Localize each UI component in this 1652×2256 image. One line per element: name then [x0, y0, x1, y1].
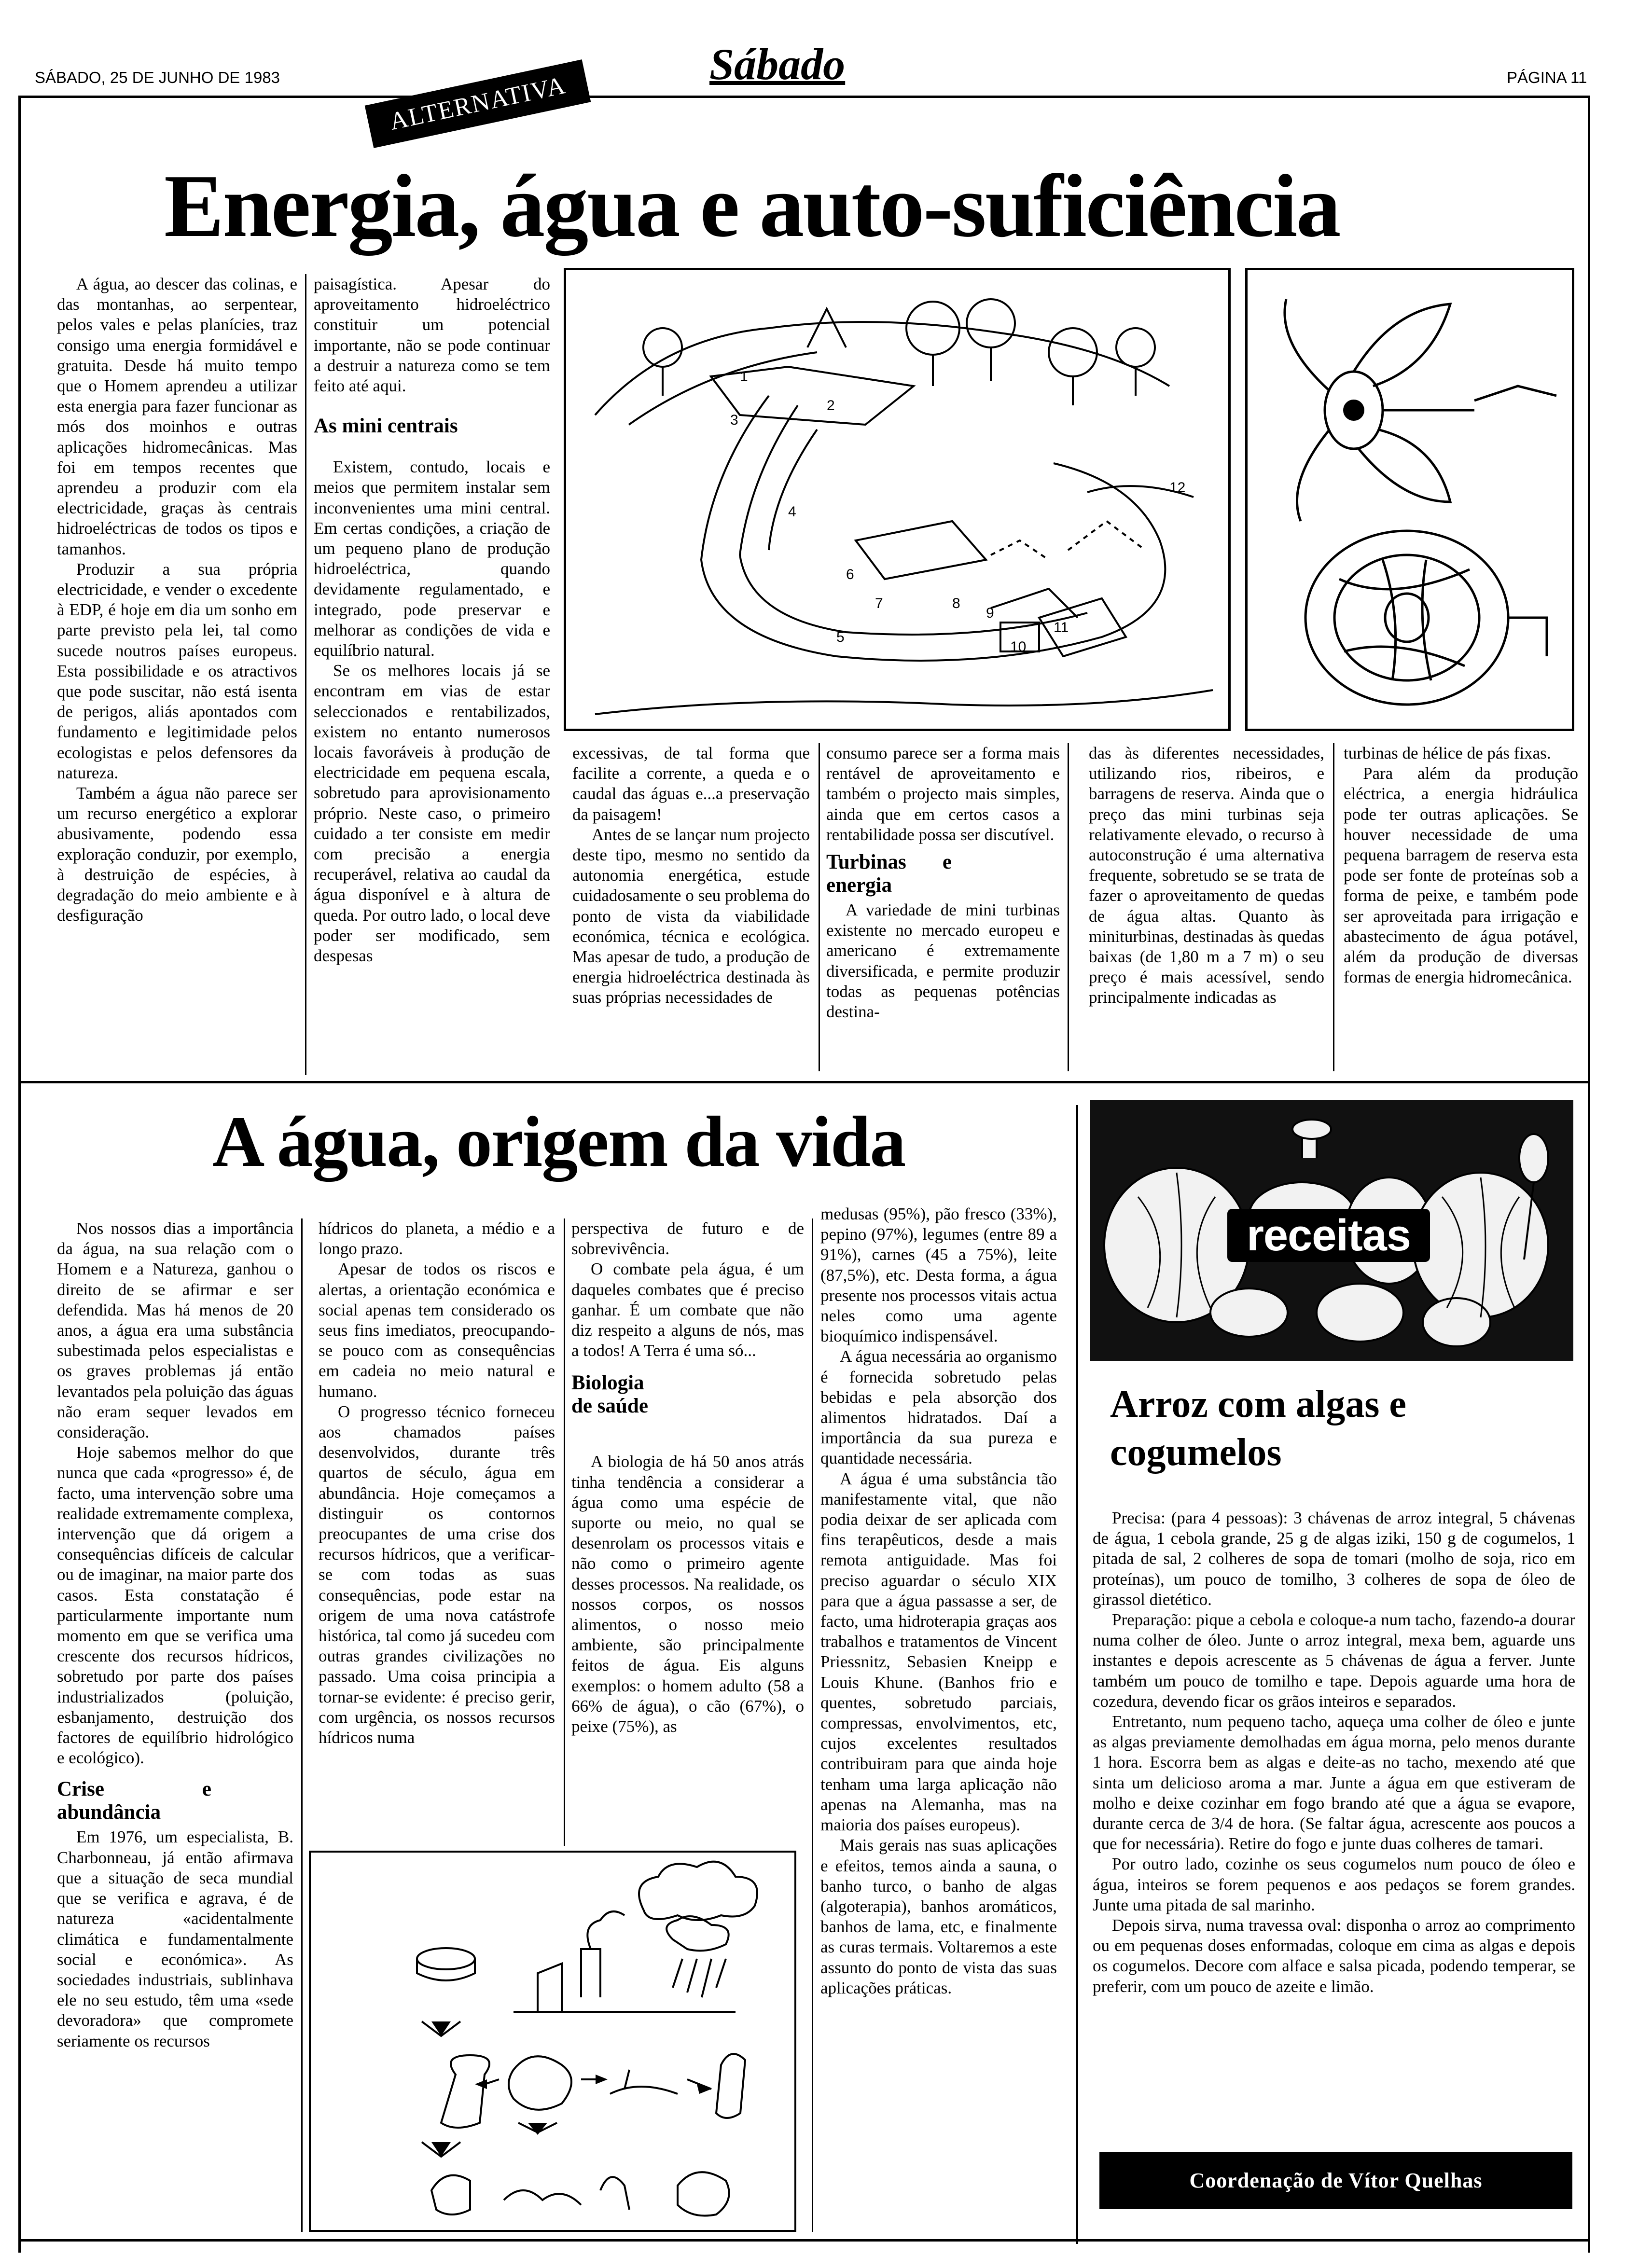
article2-col2 [319, 1218, 555, 1748]
column-rule [1068, 743, 1069, 1071]
diagram-label: 6 [846, 567, 854, 582]
paragraph: Mais gerais nas suas aplicações e efeitos, temos ainda a sauna, o banho turco, o banho de algas (algoterapia), banhos aromáticos, banhos de lama, etc, e finalmente as curas termais. Voltaremos a este assunto do ponto de vista das suas aplicações práticas. [820, 1836, 1057, 1997]
water-cycle-illustration [309, 1851, 796, 2232]
article1-col6 [1344, 743, 1578, 987]
paragraph: medusas (95%), pão fresco (33%), pepino (97%), legumes (entre 89 a 91%), carnes (45 a 75%), leite (87,5%), etc. Desta forma, a água presente nos processos vitais actua neles como uma agente bioquímico indispensável. [820, 1204, 1057, 1346]
paragraph: A biologia de há 50 anos atrás tinha tendência a considerar a água como uma espécie de suporte ou meio, no qual se desenrolam os processos vitais e não como o primeiro agente desses processos. Na realidade, os nossos corpos, os nossos alimentos, o nosso meio ambiente, são principalmente feitos de água. Eis alguns exemplos: o homem adulto (58 a 66% de água), o cão (67%), o peixe (75%), as [571, 1452, 804, 1736]
diagram-label: 9 [986, 605, 994, 621]
paragraph: perspectiva de futuro e de sobrevivência. [571, 1219, 804, 1259]
paragraph: Entretanto, num pequeno tacho, aqueça uma colher de óleo e junte as algas previamente demolhadas em água morna, pelo menos durante 1 hora. Escorra bem as algas e deite-as no tacho, mexendo até que sinta um delicioso aroma a mar. Junte a água em que estiveram de molho e deixe cozinhar em fogo brando até que a água se evapore, durante cerca de 3/4 de hora. (Se faltar água, acrescente aos poucos a que for necessária). Retire do fogo e junte duas colheres de tamari. [1093, 1712, 1575, 1854]
article2-col3 [571, 1218, 804, 1737]
paragraph: O progresso técnico forneceu aos chamados países desenvolvidos, durante três quartos de século, água em abundância. Hoje começamos a distinguir os contornos preocupantes de uma crise dos recursos hídricos, que a verificar-se com todas as suas consequências, pode estar na origem de uma nova catástrofe histórica, tal como já sucedeu com outras grandes civilizações no passado. Uma coisa principia a tornar-se evidente: é preciso gerir, com urgência, os nossos recursos hídricos numa [319, 1402, 555, 1747]
left-border [18, 96, 21, 2253]
diagram-label: 8 [952, 595, 960, 611]
hydro-dam-drawing [566, 270, 1228, 729]
diagram-label: 4 [788, 504, 796, 520]
paragraph: A variedade de mini turbinas existente no mercado europeu e americano é extremamente diversificada, e permite produzir todas as pequenas potências destina- [826, 900, 1060, 1022]
turbine-illustration [1245, 268, 1574, 731]
paragraph: Para além da produção eléctrica, a energia hidráulica pode ter outras aplicações. Se houver necessidade de uma pequena barragem de reserva esta pode ser fonte de proteínas sob a forma de peixe, e também pode ser aproveitada para irrigação e abastecimento de água potável, além da produção de diversas formas de energia hidromecânica. [1344, 764, 1578, 987]
diagram-label: 11 [1054, 620, 1069, 636]
water-cycle-drawing [311, 1853, 794, 2230]
masthead: Sábado [709, 40, 846, 89]
paragraph: Também a água não parece ser um recurso energético a explorar abusivamente, podendo essa exploração conduzir, por exemplo, à destruição de espécies, à degradação do meio ambiente e à desfiguração [57, 784, 297, 925]
top-rule [18, 96, 1589, 98]
article1-col1 [57, 274, 297, 926]
paragraph: Produzir a sua própria electricidade, e vender o excedente à EDP, é hoje em dia um sonho em parte previsto pela lei, tal como sucede noutros países europeus. Esta possibilidade e os atractivos que pode suscitar, não está isenta de perigos, aliás apontados com fundamento e legitimidade pelos ecologistas e pelos defensores da natureza. [57, 559, 297, 782]
diagram-label: 2 [827, 398, 835, 414]
recipe-banner-label: receitas [1247, 1211, 1411, 1260]
subheading-mini-centrais: As mini centrais [314, 415, 458, 438]
diagram-label: 1 [740, 369, 748, 385]
paragraph: hídricos do planeta, a médio e a longo prazo. [319, 1219, 555, 1259]
paragraph: Nos nossos dias a importância da água, na sua relação com o Homem e a Natureza, ganhou o direito de se afirmar e ser defendida. Mas há menos de 20 anos, a água era uma substância subestimada pelos especialistas e os graves problemas já então levantados pela poluição das águas não eram sequer levados em consideração. [57, 1219, 293, 1442]
subheading-turbinas: Turbinas e energia [826, 851, 952, 897]
paragraph: turbinas de hélice de pás fixas. [1344, 744, 1551, 762]
article1-col3 [572, 743, 810, 1008]
article1-col4 [826, 743, 1060, 1022]
recipe-body [1093, 1508, 1575, 1997]
diagram-label: 12 [1169, 480, 1186, 496]
diagram-label: 3 [730, 412, 738, 428]
paragraph: Se os melhores locais já se encontram em vias de estar seleccionados e rentabilizados, existem no entanto numerosos locais favoráveis à produção de electricidade em pequena escala, sobretudo para aprovisionamento próprio. Neste caso, o primeiro cuidado a ter consiste em medir com precisão a energia recuperável, relativa ao caudal da água disponível e à altura de queda. Por outro lado, o local deve poder ser modificado, sem despesas [314, 661, 550, 966]
paragraph: Apesar de todos os riscos e alertas, a orientação económica e social apenas tem considerado os seus fins imediatos, preocupando-se pouco com as consequências em cadeia no meio natural e humano. [319, 1259, 555, 1401]
paragraph: Existem, contudo, locais e meios que permitem instalar sem inconvenientes uma mini central. Em certas condições, a criação de um pequeno plano de produção hidroeléctrica, quando devidamente regulamentado, e integrado, pode preservar e melhorar as condições de vida e equilíbrio natural. [314, 457, 550, 660]
recipe-preparation: Preparação: pique a cebola e coloque-a num tacho, fazendo-a dourar numa colher de óleo. Junte o arroz integral, mexa bem, aguarde uns instantes e depois acrescente as 5 chávenas de água a ferver. Junte também um pouco de tomilho e tape. Depois aguarde uma hora de cozedura, devendo ficar os grãos inteiros e separados. [1093, 1610, 1575, 1711]
credit-label: Coordenação de Vítor Quelhas [1189, 2169, 1483, 2192]
diagram-label: 10 [1010, 639, 1027, 655]
headline-energia: Energia, água e auto-suficiência [164, 156, 1340, 256]
column-rule [564, 1218, 565, 1846]
paragraph: Depois sirva, numa travessa oval: disponha o arroz ao comprimento ou em pequenas doses enformadas, coloque em cima as algas e depois os cogumelos. Decore com alface e salsa picada, podendo temperar, se preferir, com um pouco de azeite e limão. [1093, 1916, 1575, 1996]
subheading-crise: Crise e abundância [57, 1778, 211, 1824]
paragraph: O combate pela água, é um daqueles combates que é preciso ganhar. É um combate que não diz respeito a alguns de nós, mas a todos! A Terra é uma só... [571, 1259, 804, 1360]
dam-illustration [564, 268, 1231, 731]
column-rule [301, 1218, 303, 2232]
paragraph: A água é uma substância tão manifestamente vital, que não podia deixar de ser aplicada com fins terapêuticos, desde a mais remota antiguidade. Mas foi preciso aguardar o século XIX para que a água passasse a ser, de facto, uma hidroterapia graças aos trabalhos e tratamentos de Vincent Priessnitz, Sebasien Kneipp e Louis Khune. (Banhos frio e quentes, sobretudo parciais, compressas, envolvimentos, etc, cujos excelentes resultados contribuiram para que ainda hoje tenham uma larga aplicação não apenas na Alemanha, mas na maioria dos países europeus). [820, 1469, 1057, 1835]
headline-agua: A água, origem da vida [212, 1102, 905, 1182]
paragraph: consumo parece ser a forma mais rentável de aproveitamento e também o projecto mais simples, ainda que em certos casos a rentabilidade possa ser discutível. [826, 744, 1060, 844]
article1-col5 [1089, 743, 1324, 1008]
header-date: SÁBADO, 25 DE JUNHO DE 1983 [35, 69, 280, 86]
column-rule [1076, 1105, 1078, 2244]
credit-box [1099, 2152, 1572, 2209]
recipe-ingredients: Precisa: (para 4 pessoas): 3 chávenas de arroz integral, 5 chávenas de água, 1 cebola grande, 25 g de algas iziki, 150 g de cogumelos, 1 pitada de sal, 2 colheres de sopa de tomari (molho de soja, rico em proteínas), um pouco de tomilho, 3 colheres de sopa de óleo de girassol dietético. [1093, 1509, 1575, 1609]
column-rule [819, 743, 820, 1071]
paragraph: A água, ao descer das colinas, e das montanhas, ao serpentear, pelos vales e pelas planícies, traz consigo uma energia formidável e gratuita. Desde há muito tempo que o Homem aprendeu a utilizar esta energia para fazer funcionar as mós dos moinhos e outras aplicações hidromecânicas. Mas foi em tempos recentes que aprendeu a produzir com ela electricidade, graças às centrais hidroeléctricas de todos os tipos e tamanhos. [57, 275, 297, 558]
turbine-drawing [1248, 270, 1572, 729]
section-tag [365, 59, 591, 148]
paragraph: Em 1976, um especialista, B. Charbonneau, já então afirmava que a situação de seca mundial que se verifica e agrava, é de natureza «acidentalmente climática e fundamentalmente social e económica». As sociedades industriais, sublinhava ele no seu estudo, têm uma «sede devoradora» que compromete seriamente os recursos [57, 1827, 293, 2050]
recipe-banner [1090, 1100, 1573, 1361]
bottom-rule [18, 2239, 1589, 2242]
section-tag-label: ALTERNATIVA [387, 71, 569, 136]
right-border [1588, 96, 1590, 2253]
article2-col4 [820, 1204, 1057, 1998]
diagram-label: 7 [875, 595, 883, 611]
paragraph: A água necessária ao organismo é fornecida sobretudo pelas bebidas e pela absorção dos alimentos hidratados. Daí a importância da sua pureza e quantidade necessária. [820, 1347, 1057, 1468]
paragraph: Por outro lado, cozinhe os seus cogumelos num pouco de óleo e água, inteiros se forem pequenos e aos pedaços se forem grandes. Junte uma pitada de sal marinho. [1093, 1855, 1575, 1914]
paragraph: Antes de se lançar num projecto deste tipo, mesmo no sentido da autonomia energética, estude cuidadosamente o seu problema do ponto de vista da viabilidade económica, técnica e ecológica. Mas apesar de tudo, a produção de energia hidroeléctrica destinada às suas próprias necessidades de [572, 825, 810, 1007]
column-rule [1333, 743, 1334, 1071]
paragraph: excessivas, de tal forma que facilite a corrente, a queda e o caudal das águas e...a preservação da paisagem! [572, 744, 810, 824]
article1-col2 [314, 274, 550, 966]
paragraph: das às diferentes necessidades, utilizando rios, ribeiros, e barragens de reserva. Ainda que o preço das mini turbinas seja relativamente elevado, o recurso à autoconstrução é uma alternativa frequente, sobretudo se se trata de fazer o aproveitamento de quedas de água altas. Quanto às miniturbinas, destinadas às quedas baixas (de 1,80 m a 7 m) o seu preço é mais acessível, sendo principalmente indicadas as [1089, 744, 1324, 1007]
article2-col1 [57, 1218, 293, 2051]
paragraph: Hoje sabemos melhor do que nunca que cada «progresso» é, de facto, uma intervenção sobre uma realidade extremamente complexa, intervenção que dá origem a consequências difíceis de calcular ou de imaginar, na maior parte dos casos. Esta constatação é particularmente importante num momento em que se verifica uma crescente dos recursos hídricos, sobretudo por parte dos países industrializados (poluição, esbanjamento, destruição dos factores de equilíbrio hidrológico e ecológico). [57, 1443, 293, 1768]
page-number: PÁGINA 11 [1507, 69, 1587, 86]
subheading-biologia: Biologia de saúde [571, 1371, 648, 1418]
diagram-label: 5 [836, 629, 845, 645]
column-rule [812, 1218, 813, 2232]
column-rule [305, 274, 306, 1075]
section-divider [18, 1081, 1589, 1083]
paragraph: paisagística. Apesar do aproveitamento hidroeléctrico constituir um potencial importante, não se pode continuar a destruir a natureza como se tem feito até aqui. [314, 275, 550, 396]
recipe-title: Arroz com algas e cogumelos [1110, 1383, 1406, 1474]
